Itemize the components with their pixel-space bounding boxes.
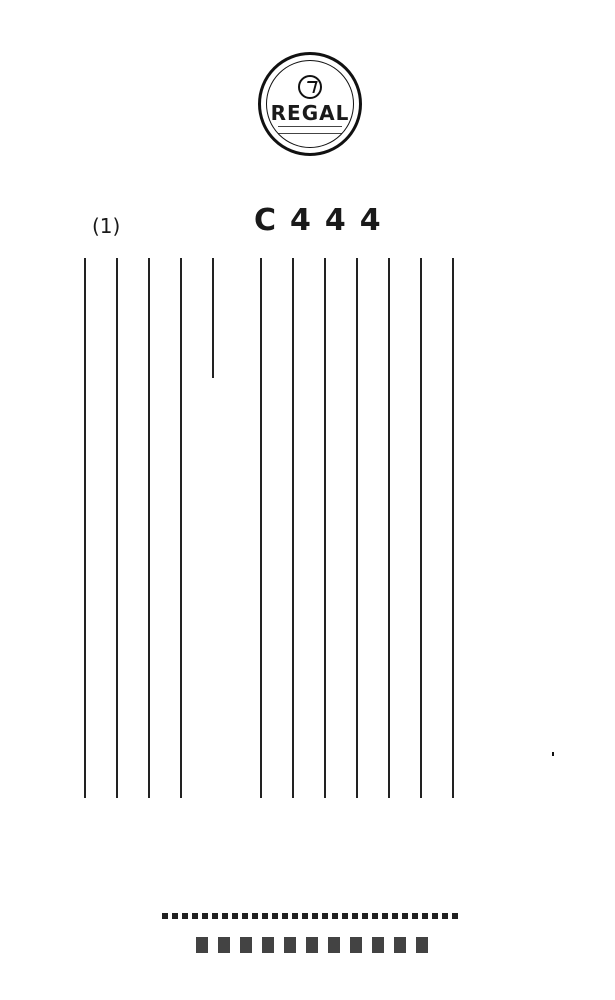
text-column	[260, 258, 262, 798]
regal-logo	[258, 52, 362, 156]
text-column	[180, 258, 182, 798]
page-number: (1)	[92, 214, 121, 238]
text-column	[84, 258, 86, 798]
text-column	[356, 258, 358, 798]
publisher-footer	[196, 937, 428, 953]
logo-ring	[266, 60, 354, 148]
text-column	[324, 258, 326, 798]
text-column	[116, 258, 118, 798]
side-catalogue-number	[540, 752, 566, 756]
text-column	[388, 258, 390, 798]
text-column	[420, 258, 422, 798]
catalogue-number: C444	[254, 203, 395, 238]
text-column	[148, 258, 150, 798]
logo-emblem-icon	[298, 75, 322, 99]
bottom-rule	[162, 913, 460, 919]
text-column	[452, 258, 454, 798]
logo-wordmark: REGAL	[270, 100, 350, 125]
text-column	[212, 258, 214, 378]
text-column	[292, 258, 294, 798]
